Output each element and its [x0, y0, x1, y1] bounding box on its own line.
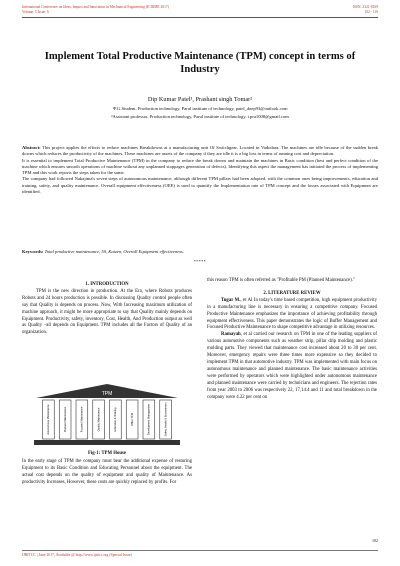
keywords	[22, 249, 378, 255]
keywords-label: Keywords:	[22, 249, 44, 254]
tpm-pillar-label: Focused Maintenance	[80, 406, 84, 433]
affiliation-1: ¹P.G.Student, Production technology, Parul institute of technology, patel_deep93@outlook.com	[112, 106, 288, 111]
left-column-continued	[22, 459, 192, 487]
abstract	[22, 145, 378, 195]
journal-name: International Conference on Ideas, Impact and Innovation in Mechanical Engineering (ICIIIME 2017)	[22, 5, 169, 9]
paper-title: Implement Total Productive Maintenance (TPM) concept in terms of Industry	[44, 51, 356, 75]
ramayah-name: Ramayah	[221, 332, 241, 338]
tpm-roof-label: TPM	[101, 391, 113, 397]
right-column	[207, 278, 377, 401]
tpm-house-figure	[26, 382, 188, 447]
affiliation-2: ²Assistant professor, Production technology, Parul institute of technology, t.pra1008@gmail.com	[111, 114, 289, 119]
abstract-label: Abstract:	[22, 145, 41, 150]
abstract-p3: The company had followed Nakajima's seven steps of autonomous maintenance, although different TPM pillars had been adopted, with the common ones being improvements, education and training, safety, and quality maintenance. Overall equipment effectiveness (OEE) is used to quantify the Implementation rate of TPM concept and the losses associated with Equipment are identified.	[22, 176, 378, 195]
journal-issn: ISSN: 2321-8169	[352, 5, 378, 9]
ramayah-text: , et al carried our research on TPM in one of the leading suppliers of various automotive components such as weather strip, pillar drip molding and plastic molding parts. They viewed that maintenance cost increased about 20 to 30 per cent. Moreover, emergency repairs were three times more expensive so they decided to implement TPM in that automotive industry. TPM was implemented with main focus on autonomous maintenance and planned maintenance. The basic maintenance activities were performed by operators which were highlighted under autonomous maintenance and planned maintenance were carried by technicians and engineers. The rejection rates from year 2003 to 2006 was respectively 22, 17,14.4 and 11 and total breakdown in the company were 4.22 per cent on	[207, 332, 377, 400]
tugar-name: Tugar M.	[221, 297, 241, 303]
intro-paragraph-2: In the early stage of TPM the company must bear the additional expense of restoring Equipment to its Basic Condition and Educating Personnel about the equipment. The actual cost depends on the quality of equipment and quality of Maintenance. As productivity Increases, However, these costs are quickly replaced by profits. For	[22, 459, 192, 485]
figure-caption: Fig-1: TPM House	[87, 451, 127, 456]
tpm-pillar-label: Safety, Health & Environment	[164, 402, 168, 437]
keywords-text: Total productive maintenance, 5S, Kaizen, Overall Equipment effectiveness.	[44, 249, 184, 254]
abstract-p2: It is essential to implement Total Productive Maintenance (TPM) in the company to reduce the break downs and maintain the machines in Basic condition (best and perfect condition of the machine which ensures smooth operations of machine without any unplanned stoppages generation of defects). Identifying this aspect the management has initiated the process of implementing TPM and this work reports the steps taken for the same.	[22, 157, 378, 176]
footer-text: IJRITCC | June 2017, Available @ http://www.ijritcc.org (Special Issue)	[22, 553, 132, 557]
tpm-pillar-label: Education & Training	[114, 407, 118, 432]
tpm-pillar-label: Autonomous Maintenance	[47, 404, 51, 435]
intro-heading: 1. INTRODUCTION	[85, 282, 129, 287]
literature-intro: this reason TPM is often referred as "Profitable PM (Planned Maintenance)."	[207, 278, 355, 283]
author-list: Dip Kumar Patel¹, Prashant singh Tomar²	[147, 96, 253, 103]
journal-pages: 102 - 110	[364, 10, 378, 14]
left-column	[22, 282, 192, 337]
tpm-pillar-label: Development Management	[147, 403, 151, 436]
section-separator: *****	[193, 259, 207, 264]
intro-paragraph-1: TPM is the new direction in production. At the Era, where Robots produces Robots and 24 hours production is possible. In discussing Quality control people often say that Quality is depends on process. Now, With Increasing maximum utilization of machine approach, it might be more appropriate to say that Quality mainly depends on Equipment. Productivity, safety, inventory, Cost, Health, And Production output as well as Quality –all depends on Equipment. TPM includes all the Factors of Quality of an organization.	[22, 288, 192, 336]
abstract-p1: This project applies the efforts to reduce machines Breakdowns at a manufacturing unit Of Switchgear, Located in Vadodara. The machines are idle because of the sudden break downs which reduces the productivity of the machines. These machines are assets of the company if they are idle it is a big loss in terms of running cost and depreciation.	[22, 145, 378, 157]
tugar-text: , et Al In today's time based competition, high equipment productivity in a manufacturing line is necessary in ensuring a competitive company. Focused Productive Maintenance emphasizes the importance of achieving profitability through equipment effectiveness. This paper demonstrates the logic of Buffer Management and Focused Productive Maintenance to shape competitive advantage in utilizing resources.	[207, 297, 377, 331]
footer-rule	[22, 550, 378, 551]
page-number: 102	[372, 538, 378, 543]
tpm-foundation	[34, 440, 180, 445]
journal-volume: Volume: 5 Issue: 6	[22, 10, 49, 14]
tpm-pillar-label: Quality Maintenance	[97, 407, 101, 432]
literature-heading: 2. LITERATURE REVIEW	[263, 290, 321, 296]
tpm-pillar-label: Office TPM	[130, 413, 134, 426]
header-rule	[22, 17, 378, 18]
tpm-pillar-label: Planned Maintenance	[63, 406, 67, 433]
